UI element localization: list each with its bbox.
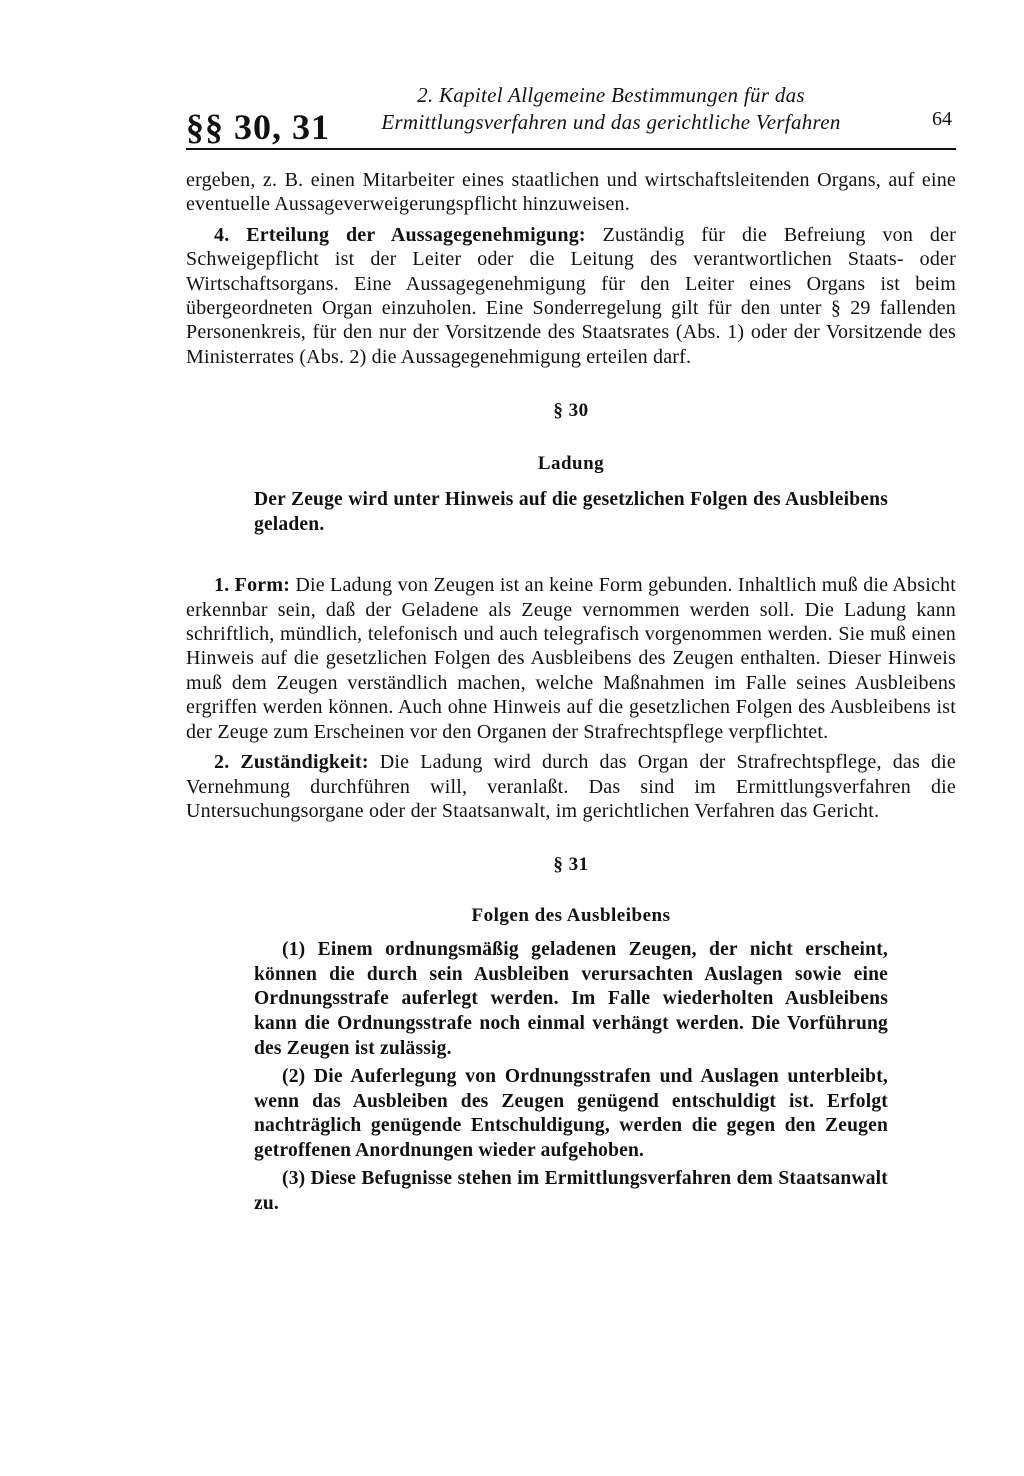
- section-31-number: § 31: [553, 854, 589, 876]
- section-30-item-2: [186, 750, 956, 823]
- section-30-item-1-lead: 1. Form:: [214, 574, 291, 597]
- section-31-title: Folgen des Ausbleibens: [471, 904, 671, 926]
- section-30-title: Ladung: [537, 452, 605, 474]
- section-30-law-paragraph: Der Zeuge wird unter Hinweis auf die gesetzlichen Folgen des Ausbleibens geladen.: [254, 489, 888, 535]
- chapter-line-2: Ermittlungsverfahren und das gerichtliche Verfahren: [381, 110, 841, 134]
- section-30-item-1: [186, 573, 956, 744]
- chapter-line-1: 2. Kapitel Allgemeine Bestimmungen für das: [417, 83, 805, 107]
- page-number: 64: [932, 108, 952, 130]
- section-30-item-1-text: Die Ladung von Zeugen ist an keine Form gebunden. Inhaltlich muß die Absicht erkennbar sein, daß der Geladene als Zeuge vernommen werden soll. Die Ladung kann schriftlich, mündlich, telefonisch und auch telegrafisch vorgenommen werden. Sie muß einen Hinweis auf die gesetzlichen Folgen des Ausbleibens des Zeugen enthalten. Dieser Hinweis muß dem Zeugen verständlich machen, welche Maßnahmen im Falle seines Ausbleibens ergriffen werden können. Auch ohne Hinweis auf die gesetzlichen Folgen des Ausbleibens ist der Zeuge zum Erscheinen vor den Organen der Strafrechtspflege verpflichtet.: [186, 574, 957, 743]
- section-31-paragraph-2: (2) Die Auferlegung von Ordnungsstrafen und Auslagen unterbleibt, wenn das Ausbleiben des Zeugen genügend entschuldigt ist. Erfolgt nachträglich genügende Entschuldigung, werden die gegen den Zeugen getroffenen Anordnungen wieder aufgehoben.: [254, 1066, 888, 1161]
- section-31-paragraph-1: (1) Einem ordnungsmäßig geladenen Zeugen, der nicht erscheint, können die durch sein Ausbleiben verursachten Auslagen sowie eine Ordnungsstrafe auferlegt werden. Im Falle wiederholten Ausbleibens kann die Ordnungsstrafe noch einmal verhängt werden. Die Vorführung des Zeugen ist zulässig.: [254, 939, 888, 1059]
- running-header: [186, 78, 956, 150]
- item-4-text: Zuständig für die Befreiung von der Schweigepflicht ist der Leiter oder die Leitung des verantwortlichen Staats- oder Wirtschaftsorgans. Eine Aussagegenehmigung für den Leiter eines Organs ist beim übergeordneten Organ einzuholen. Eine Sonderregelung gilt für den unter § 29 fallenden Personenkreis, für den nur der Vorsitzende des Staatsrates (Abs. 1) oder der Vorsitzende des Ministerrates (Abs. 2) die Aussagegenehmigung erteilen darf.: [186, 223, 957, 368]
- header-chapter-title: [326, 82, 896, 136]
- intro-paragraph: ergeben, z. B. einen Mitarbeiter eines staatlichen und wirtschaftsleitenden Organs, auf eine eventuelle Aussageverweigerungspflicht hinzuweisen.: [186, 169, 956, 216]
- section-31-paragraph-3: (3) Diese Befugnisse stehen im Ermittlungsverfahren dem Staatsanwalt zu.: [254, 1168, 888, 1215]
- section-30-law-text: [254, 488, 888, 537]
- header-section-numbers: §§ 30, 31: [186, 107, 330, 147]
- section-31-law-text: [254, 938, 888, 1217]
- section-30-number: § 30: [553, 400, 589, 422]
- item-4-lead: 4. Erteilung der Aussagegenehmigung:: [214, 223, 586, 246]
- body-text: [186, 168, 956, 1217]
- section-30-item-2-lead: 2. Zuständigkeit:: [214, 751, 369, 774]
- item-4-paragraph: [186, 223, 956, 369]
- section-30-item-2-text: Die Ladung wird durch das Organ der Strafrechtspflege, das die Vernehmung durchführen will, veranlaßt. Das sind im Ermittlungsverfahren die Untersuchungsorgane oder der Staatsanwalt, im gerichtlichen Verfahren das Gericht.: [186, 751, 956, 822]
